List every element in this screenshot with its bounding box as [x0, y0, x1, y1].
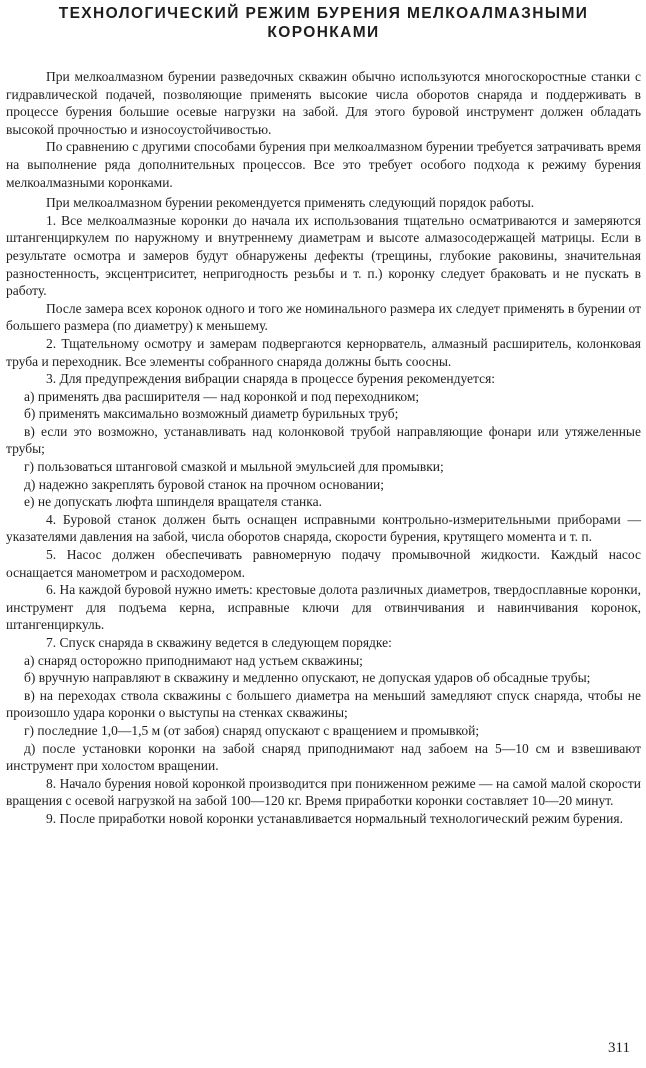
paragraph: После замера всех коронок одного и того же номинального размера их следует применять в бурении от большего размера (по диаметру) к меньшему. [6, 300, 641, 334]
list-item: б) применять максимально возможный диаметр бурильных труб; [24, 406, 399, 422]
list-item: г) последние 1,0—1,5 м (от забоя) снаряд опускают с вращением и промывкой; [24, 722, 480, 738]
list-item: б) вручную направляют в скважину и медленно опускают, не допуская ударов об обсадные трубы; [24, 670, 591, 686]
title-line-1: ТЕХНОЛОГИЧЕСКИЙ РЕЖИМ БУРЕНИЯ МЕЛКОАЛМАЗНЫМИ [58, 5, 589, 22]
list-item: а) снаряд осторожно приподнимают над устьем скважины; [24, 652, 363, 668]
list-item: а) применять два расширителя — над коронкой и под переходником; [24, 388, 420, 404]
paragraph-item-7: 7. Спуск снаряда в скважину ведется в следующем порядке: [46, 635, 392, 650]
body-text [6, 68, 641, 828]
paragraph-item-4: 4. Буровой станок должен быть оснащен исправными контрольно-измерительными приборами — указателями давления на забой, числа оборотов снаряда, скорости бурения, крутящего момента и т. п. [6, 511, 641, 545]
list-item: д) после установки коронки на забой снаряд приподнимают над забоем на 5—10 см и взвешивают инструмент при холостом вращении. [6, 740, 641, 774]
page-number: 311 [608, 1040, 630, 1056]
list-item: в) если это возможно, устанавливать над колонковой трубой направляющие фонари или утяжеленные трубы; [6, 423, 641, 457]
list-item: е) не допускать люфта шпинделя вращателя станка. [24, 494, 323, 510]
title-line-2: КОРОНКАМИ [267, 24, 380, 41]
paragraph-item-6: 6. На каждой буровой нужно иметь: крестовые долота различных диаметров, твердосплавные коронки, инструмент для подъема керна, исправные ключи для отвинчивания и навинчивания коронок, штангенциркуль. [6, 582, 642, 633]
paragraph: По сравнению с другими способами бурения при мелкоалмазном бурении требуется затрачивать время на выполнение ряда дополнительных процессов. Все это требует особого подхода к режиму бурения мелкоалмазными коронками. [6, 139, 641, 190]
list-item: г) пользоваться штанговой смазкой и мыльной эмульсией для промывки; [24, 459, 444, 475]
paragraph-item-3: 3. Для предупреждения вибрации снаряда в процессе бурения рекомендуется: [46, 371, 496, 387]
paragraph-item-9: 9. После приработки новой коронки устанавливается нормальный технологический режим бурения. [46, 810, 623, 826]
paragraph: При мелкоалмазном бурении рекомендуется применять следующий порядок работы. [46, 195, 535, 211]
document-page [6, 4, 641, 828]
paragraph-item-5: 5. Насос должен обеспечивать равномерную подачу промывочной жидкости. Каждый насос оснащается манометром и расходомером. [6, 547, 641, 580]
list-item: в) на переходах ствола скважины с большего диаметра на меньший замедляют спуск снаряда, чтобы не произошло удара коронки о выступы на стенках скважины; [6, 687, 641, 721]
paragraph-item-1: 1. Все мелкоалмазные коронки до начала их использования тщательно осматриваются и замеряются штангенциркулем по наружному и внутреннему диаметрам и высоте алмазосодержащей матрицы. Если в результате осмотра и замеров будут обнаружены дефекты (трещины, глубокие раковины, значительная разностенность, эксцентриситет, непригодность резьбы и т. п.) коронку следует браковать и не пускать в работу. [6, 212, 641, 299]
paragraph-item-8: 8. Начало бурения новой коронкой производится при пониженном режиме — на самой малой скорости вращения с осевой нагрузкой на забой 100—120 кг. Время приработки коронки составляет 10—20 минут. [6, 775, 641, 809]
page-title [6, 4, 641, 42]
list-item: д) надежно закреплять буровой станок на прочном основании; [24, 476, 384, 492]
paragraph: При мелкоалмазном бурении разведочных скважин обычно используются многоскоростные станки с гидравлической подачей, позволяющие применять высокие числа оборотов снаряда и поддерживать в процессе бурения большие осевые нагрузки на забой. Для этого буровой инструмент должен обладать высокой прочностью и износоустойчивостью. [6, 69, 641, 137]
paragraph-item-2: 2. Тщательному осмотру и замерам подвергаются кернорватель, алмазный расширитель, колонковая труба и переходник. Все элементы собранного снаряда должны быть соосны. [6, 335, 641, 369]
